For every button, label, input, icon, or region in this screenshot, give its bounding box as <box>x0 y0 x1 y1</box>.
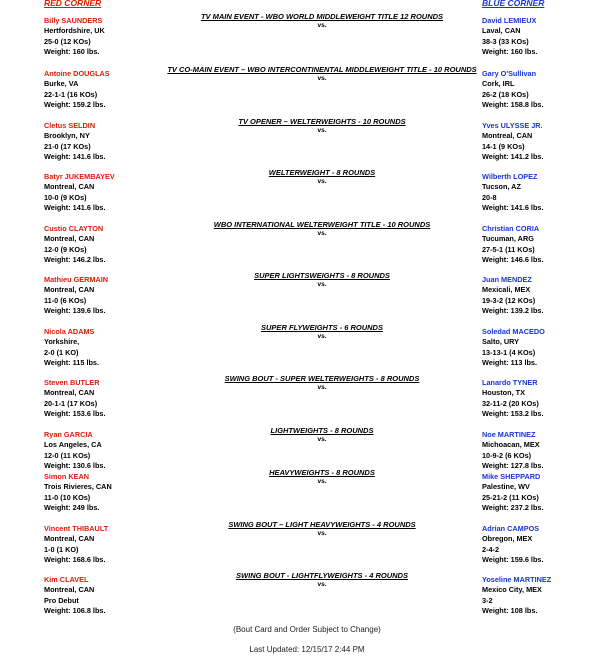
fighter-hometown: Montreal, CAN <box>44 534 95 544</box>
fighter-name: Christian CORIA <box>482 224 540 233</box>
bout-row <box>0 520 614 574</box>
red-corner-fighter <box>44 224 106 266</box>
fighter-weight: Weight: 146.6 lbs. <box>482 255 544 265</box>
fighter-record: 21-0 (17 KOs) <box>44 141 91 151</box>
bout-row <box>0 220 614 274</box>
fighter-hometown: Yorkshire, <box>44 337 80 347</box>
bout-row <box>0 571 614 625</box>
fighter-name: Billy SAUNDERS <box>44 16 103 25</box>
bout-row <box>0 65 614 119</box>
fighter-weight: Weight: 158.8 lbs. <box>482 100 544 110</box>
bout-title: HEAVYWEIGHTS - 8 ROUNDS <box>269 468 375 477</box>
bout-row <box>0 12 614 66</box>
fighter-hometown: Hertfordshire, UK <box>44 26 105 36</box>
fighter-hometown: Montreal, CAN <box>44 182 95 192</box>
fighter-name: Soledad MACEDO <box>482 327 545 336</box>
red-corner-fighter <box>44 472 112 514</box>
blue-corner-fighter <box>482 275 544 317</box>
bout-title: SWING BOUT - LIGHTFLYWEIGHTS - 4 ROUNDS <box>236 571 408 580</box>
fighter-record: 10-0 (9 KOs) <box>44 192 87 202</box>
blue-corner-fighter <box>482 224 544 266</box>
fighter-hometown: Trois Rivieres, CAN <box>44 482 112 492</box>
blue-corner-fighter <box>482 16 537 58</box>
fighter-record: 12-0 (9 KOs) <box>44 244 87 254</box>
bout-title: SWING BOUT - SUPER WELTERWEIGHTS - 8 ROUNDS <box>224 374 420 383</box>
fighter-name: Custio CLAYTON <box>44 224 104 233</box>
blue-corner-header: BLUE CORNER <box>482 0 545 8</box>
fighter-record: 2-4-2 <box>482 544 500 554</box>
fighter-weight: Weight: 249 lbs. <box>44 503 100 513</box>
fighter-weight: Weight: 130.6 lbs. <box>44 461 106 471</box>
bout-title: WELTERWEIGHT - 8 ROUNDS <box>268 168 376 177</box>
fighter-hometown: Laval, CAN <box>482 26 521 36</box>
fighter-hometown: Montreal, CAN <box>44 234 95 244</box>
fighter-record: 22-1-1 (16 KOs) <box>44 89 98 99</box>
fighter-record: 25-21-2 (11 KOs) <box>482 492 539 502</box>
fighter-name: Steven BUTLER <box>44 378 100 387</box>
blue-corner-fighter <box>482 172 544 214</box>
fighter-weight: Weight: 159.6 lbs. <box>482 555 544 565</box>
bout-row <box>0 117 614 171</box>
fighter-weight: Weight: 108 lbs. <box>482 606 538 616</box>
fighter-hometown: Brooklyn, NY <box>44 131 90 141</box>
fighter-hometown: Houston, TX <box>482 388 525 398</box>
bout-title: LIGHTWEIGHTS - 8 ROUNDS <box>270 426 374 435</box>
fighter-name: Mike SHEPPARD <box>482 472 541 481</box>
red-corner-fighter <box>44 121 106 163</box>
fighter-record: 32-11-2 (20 KOs) <box>482 398 539 408</box>
fighter-name: Batyr JUKEMBAYEV <box>44 172 115 181</box>
fighter-name: Kim CLAVEL <box>44 575 89 584</box>
fighter-weight: Weight: 106.8 lbs. <box>44 606 106 616</box>
vs-label: vs. <box>317 436 327 443</box>
fighter-record: 20-1-1 (17 KOs) <box>44 398 98 408</box>
fighter-record: 20-8 <box>482 192 497 202</box>
bout-row <box>0 271 614 325</box>
blue-corner-fighter <box>482 327 545 369</box>
fighter-record: 26-2 (18 KOs) <box>482 89 529 99</box>
fighter-weight: Weight: 141.6 lbs. <box>482 203 544 213</box>
fighter-record: 14-1 (9 KOs) <box>482 141 525 151</box>
red-corner-fighter <box>44 327 99 369</box>
fighter-name: Cletus SELDIN <box>44 121 96 130</box>
fighter-record: 19-3-2 (12 KOs) <box>482 295 536 305</box>
fighter-hometown: Mexicali, MEX <box>482 285 531 295</box>
vs-label: vs. <box>317 281 327 288</box>
bout-title: TV CO-MAIN EVENT – WBO INTERCONTINENTAL MIDDLEWEIGHT TITLE - 10 ROUNDS <box>167 65 477 74</box>
fighter-name: Juan MENDEZ <box>482 275 532 284</box>
fighter-hometown: Palestine, WV <box>482 482 530 492</box>
vs-label: vs. <box>317 178 327 185</box>
fighter-name: Gary O'Sullivan <box>482 69 537 78</box>
fighter-hometown: Salto, URY <box>482 337 520 347</box>
bout-row <box>0 168 614 222</box>
vs-label: vs. <box>317 478 327 485</box>
vs-label: vs. <box>317 230 327 237</box>
fighter-record: 1-0 (1 KO) <box>44 544 79 554</box>
blue-corner-fighter <box>482 575 551 617</box>
last-updated: Last Updated: 12/15/17 2:44 PM <box>249 645 365 654</box>
vs-label: vs. <box>317 22 327 29</box>
fighter-hometown: Michoacan, MEX <box>482 440 540 450</box>
red-corner-fighter <box>44 69 110 111</box>
fighter-weight: Weight: 141.2 lbs. <box>482 152 544 162</box>
fighter-name: Lanardo TYNER <box>482 378 538 387</box>
bout-title: WBO INTERNATIONAL WELTERWEIGHT TITLE - 10 ROUNDS <box>213 220 431 229</box>
fighter-name: Adrian CAMPOS <box>482 524 540 533</box>
fighter-weight: Weight: 237.2 lbs. <box>482 503 544 513</box>
blue-corner-fighter <box>482 121 544 163</box>
fighter-name: Yves ULYSSE JR. <box>482 121 543 130</box>
fighter-record: 10-9-2 (6 KOs) <box>482 450 532 460</box>
blue-corner-fighter <box>482 430 544 472</box>
vs-label: vs. <box>317 581 327 588</box>
bout-title: SUPER LIGHTSWEIGHTS - 8 ROUNDS <box>254 271 390 280</box>
fighter-hometown: Montreal, CAN <box>482 131 533 141</box>
fighter-name: David LEMIEUX <box>482 16 537 25</box>
fighter-weight: Weight: 160 lbs. <box>44 47 100 57</box>
red-corner-fighter <box>44 172 115 214</box>
fighter-hometown: Los Angeles, CA <box>44 440 102 450</box>
fighter-name: Nicola ADAMS <box>44 327 95 336</box>
fighter-hometown: Montreal, CAN <box>44 285 95 295</box>
fighter-weight: Weight: 160 lbs. <box>482 47 538 57</box>
fighter-record: 38-3 (33 KOs) <box>482 36 529 46</box>
fighter-hometown: Obregon, MEX <box>482 534 533 544</box>
bout-title: TV MAIN EVENT - WBO WORLD MIDDLEWEIGHT TITLE 12 ROUNDS <box>200 12 444 21</box>
vs-label: vs. <box>317 127 327 134</box>
fighter-hometown: Cork, IRL <box>482 79 515 89</box>
fighter-weight: Weight: 146.2 lbs. <box>44 255 106 265</box>
red-corner-fighter <box>44 275 108 317</box>
fighter-record: 3-2 <box>482 595 493 605</box>
vs-label: vs. <box>317 384 327 391</box>
fighter-record: Pro Debut <box>44 595 79 605</box>
fighter-weight: Weight: 113 lbs. <box>482 358 538 368</box>
red-corner-fighter <box>44 575 106 617</box>
bout-row <box>0 374 614 428</box>
fighter-weight: Weight: 168.6 lbs. <box>44 555 106 565</box>
fighter-weight: Weight: 141.6 lbs. <box>44 203 106 213</box>
bout-card-disclaimer: (Bout Card and Order Subject to Change) <box>233 625 381 634</box>
fighter-name: Wilberth LOPEZ <box>482 172 538 181</box>
fighter-weight: Weight: 127.8 lbs. <box>482 461 544 471</box>
fighter-record: 13-13-1 (4 KOs) <box>482 347 536 357</box>
fighter-record: 27-5-1 (11 KOs) <box>482 244 535 254</box>
red-corner-fighter <box>44 524 108 566</box>
fighter-record: 11-0 (10 KOs) <box>44 492 91 502</box>
bout-title: TV OPENER – WELTERWEIGHTS - 10 ROUNDS <box>238 117 406 126</box>
fighter-hometown: Mexico City, MEX <box>482 585 542 595</box>
blue-corner-fighter <box>482 69 544 111</box>
vs-label: vs. <box>317 75 327 82</box>
blue-corner-fighter <box>482 524 544 566</box>
fighter-hometown: Montreal, CAN <box>44 585 95 595</box>
bout-title: SUPER FLYWEIGHTS - 6 ROUNDS <box>261 323 383 332</box>
vs-label: vs. <box>317 333 327 340</box>
fighter-record: 25-0 (12 KOs) <box>44 36 91 46</box>
fighter-weight: Weight: 153.2 lbs. <box>482 409 544 419</box>
bout-title: SWING BOUT – LIGHT HEAVYWEIGHTS - 4 ROUNDS <box>228 520 416 529</box>
fighter-name: Antoine DOUGLAS <box>44 69 110 78</box>
fighter-weight: Weight: 153.6 lbs. <box>44 409 106 419</box>
fighter-weight: Weight: 139.6 lbs. <box>44 306 106 316</box>
fighter-weight: Weight: 159.2 lbs. <box>44 100 106 110</box>
bout-row <box>0 323 614 377</box>
fighter-weight: Weight: 115 lbs. <box>44 358 100 368</box>
fighter-record: 2-0 (1 KO) <box>44 347 79 357</box>
fighter-name: Mathieu GERMAIN <box>44 275 109 284</box>
blue-corner-fighter <box>482 472 544 514</box>
blue-corner-fighter <box>482 378 544 420</box>
red-corner-fighter <box>44 430 106 472</box>
vs-label: vs. <box>317 530 327 537</box>
red-corner-fighter <box>44 378 106 420</box>
fighter-name: Ryan GARCIA <box>44 430 93 439</box>
fighter-name: Yoseline MARTINEZ <box>482 575 552 584</box>
fighter-record: 12-0 (11 KOs) <box>44 450 91 460</box>
fighter-hometown: Tucuman, ARG <box>482 234 534 244</box>
fighter-hometown: Burke, VA <box>44 79 79 89</box>
red-corner-header: RED CORNER <box>44 0 102 8</box>
fighter-name: Vincent THIBAULT <box>44 524 109 533</box>
fighter-weight: Weight: 139.2 lbs. <box>482 306 544 316</box>
bout-row <box>0 468 614 522</box>
fighter-name: Simon KEAN <box>44 472 89 481</box>
fighter-name: Noe MARTINEZ <box>482 430 536 439</box>
fighter-hometown: Tucson, AZ <box>482 182 521 192</box>
fighter-record: 11-0 (6 KOs) <box>44 295 87 305</box>
red-corner-fighter <box>44 16 105 58</box>
fighter-hometown: Montreal, CAN <box>44 388 95 398</box>
fighter-weight: Weight: 141.6 lbs. <box>44 152 106 162</box>
